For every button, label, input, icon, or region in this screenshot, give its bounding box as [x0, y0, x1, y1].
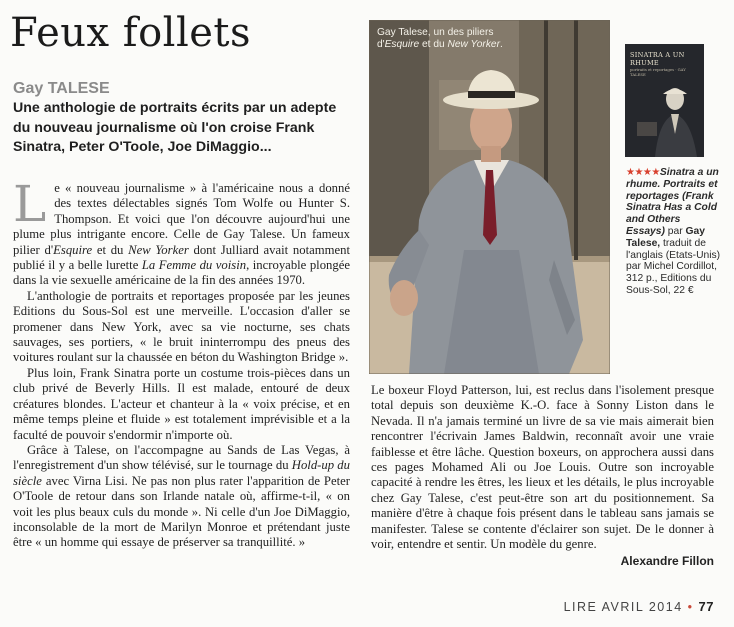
page-folio [520, 599, 714, 614]
dropcap: L [13, 175, 47, 233]
book-cover-subtitle: portraits et reportages · GAY TALESE [630, 67, 686, 77]
folio-magazine: LIRE AVRIL 2014 [563, 600, 683, 614]
paragraph: Plus loin, Frank Sinatra porte un costume trois-pièces dans un club privé de Beverly Hills. Il est malade, entouré de deux créatures blondes. L'acteur et chanteur à la « voix précise, et en même temps pleine et fluide » est totalement imprévisible et a la faculté de pouvoir s'endormir n'importe où. [13, 365, 350, 442]
article-author: Gay TALESE [13, 80, 110, 97]
book-cover [625, 44, 704, 157]
signature: Alexandre Fillon [620, 554, 714, 569]
paragraph: Le boxeur Floyd Patterson, lui, est reclus dans l'isolement presque total depuis son deuxième K.-O. face à Sonny Liston dans le Nevada. Il n'a jamais terminé un livre de sa vie mais aimerait bien rencontrer l'écrivain James Baldwin, reconnaît avoir une vraie faiblesse et être lâche. Question boxeurs, on approchera aussi dans ces pages Mohamed Ali ou Joe Louis. Outre son incroyable capacité à rendre les êtres, les lieux et les détails, le plus incroyable chez Gay Talese, c'est peut-être son art du positionnement. Sa manière d'être à chaque fois présent dans le tableau sans jamais se manifester. Talese se contente d'éclairer son sujet. De le donner à voir, entendre et sentir. Un modèle du genre. [371, 383, 714, 552]
by-label: par [664, 225, 686, 237]
paragraph: Grâce à Talese, on l'accompagne au Sands de Las Vegas, à l'enregistrement d'un show télévisé, sur le tournage du Hold-up du siècle avec Virna Lisi. Ne pas non plus rater l'apparition de Peter O'Toole de retour dans son Irlande natale où, affirme-t-il, « on voit les plus beaux culs du monde ». Ni celle d'un Joe DiMaggio, inconsolable de la mort de Marilyn Monroe et prétendant juste être « un homme qui essaye de préserver sa tranquillité. » [13, 442, 350, 550]
rating-stars: ★★★★ [626, 167, 660, 178]
book-author: Gay Talese, [626, 225, 706, 249]
folio-bullet: • [687, 600, 694, 614]
book-info [626, 167, 722, 297]
paragraph: L'anthologie de portraits et reportages proposée par les jeunes Editions du Sous-Sol est une merveille. L'occasion d'aller se promener dans New York, avec sa vie nocturne, ses chats sauvages, ses portiers, « le bruit ininterrompu des pneus des voitures roulant sur la chaussée en béton du Washington Bridge ». [13, 288, 350, 365]
photo-caption: Gay Talese, un des piliers d'Esquire et du New Yorker. [377, 27, 503, 50]
book-details: traduit de l'anglais (Etats-Unis) par Michel Cordillot, 312 p., Editions du Sous-Sol, 22 € [626, 237, 721, 296]
article-dek: Une anthologie de portraits écrits par un adepte du nouveau journalisme où l'on croise Frank Sinatra, Peter O'Toole, Joe DiMaggio... [13, 100, 337, 155]
left-column [13, 175, 350, 551]
author-photo-image [369, 20, 610, 374]
book-cover-title: SINATRA A UN RHUME [630, 51, 685, 67]
right-column [371, 383, 714, 570]
page-number: 77 [698, 599, 714, 614]
paragraph: e « nouveau journalisme » à l'américaine nous a donné des textes délectables signés Tom Wolfe ou Hunter S. Thompson. Et voici que l'on découvre aujourd'hui une plume plus intrigante encore. Celle de Gay Talese. Un fameux pilier d'Esquire et du New Yorker dont Julliard avait notamment publié il y a belle lurette La Femme du voisin, incroyable plongée dans la vie sexuelle américaine de la fin des années 1970. [13, 181, 350, 288]
author-photo [369, 20, 610, 374]
article-title: Feux follets [10, 10, 252, 56]
book-title: Sinatra a un rhume. Portraits et reportages (Frank Sinatra Has a Cold and Others Essays) [626, 167, 719, 237]
